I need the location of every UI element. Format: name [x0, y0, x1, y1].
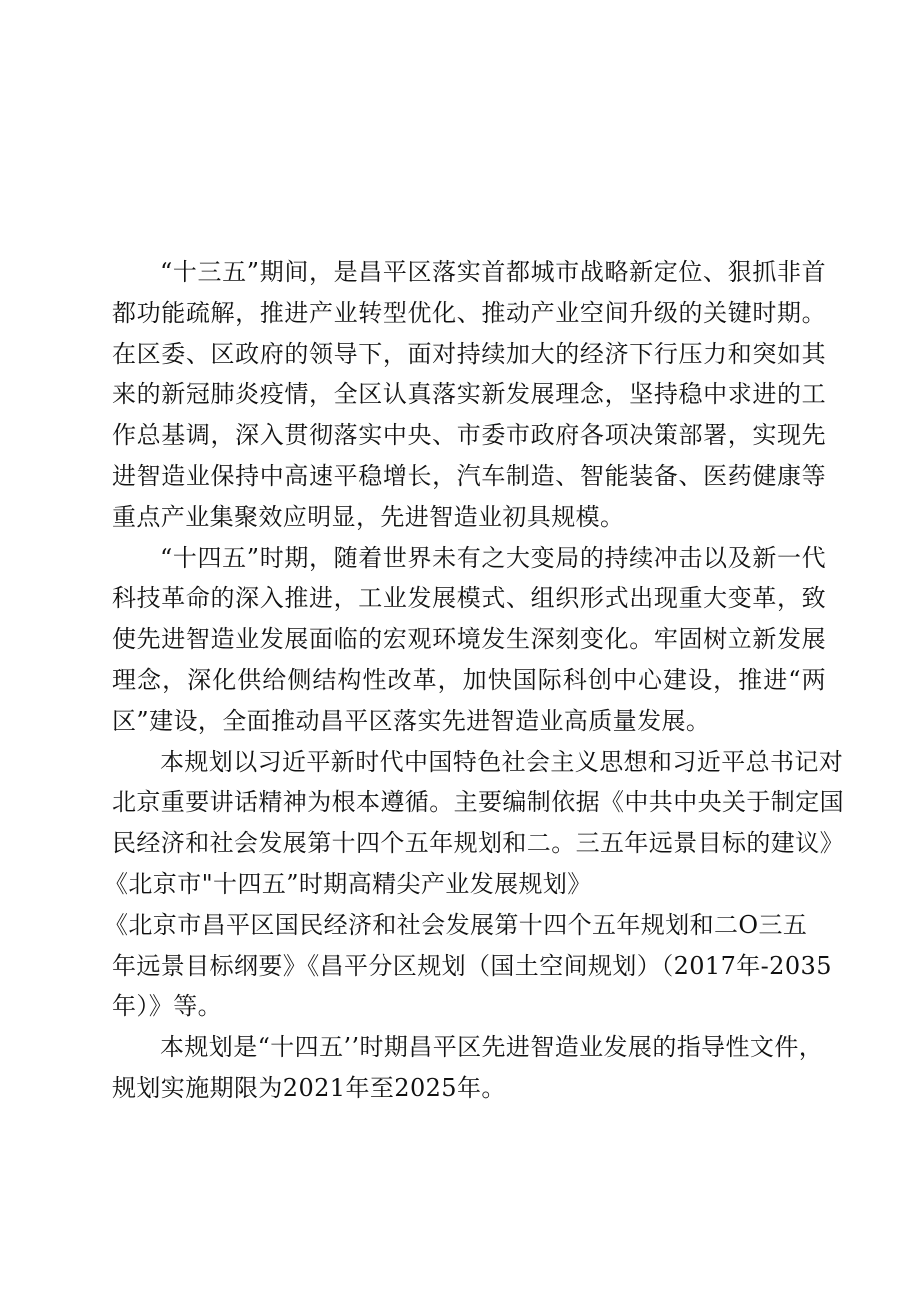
planning-basis-line: 年）》等。 — [112, 992, 222, 1021]
planning-basis-line: 《北京市"十四五”时期高精尖产业发展规划》 — [104, 869, 592, 898]
paragraph-fourteenth-five-year-outlook: “十四五”时期，随着世界未有之大变局的持续冲击以及新一代科技革命的深入推进，工业发展模式、组织形式出现重大变革，致使先进智造业发展面临的宏观环境发生深刻变化。牢固树立新发展理念，深化供给侧结构性改革，加快国际科创中心建设，推进“两区”建设，全面推动昌平区落实先进智造业高质量发展。 — [112, 543, 826, 735]
paragraph-planning-basis — [104, 742, 844, 1028]
planning-basis-line: 北京重要讲话精神为根本遵循。主要编制依据《中共中央关于制定国 — [112, 788, 844, 817]
plan-scope-line: 本规划是“十四五’’时期昌平区先进智造业发展的指导性文件， — [160, 1033, 824, 1062]
plan-scope-line: 规划实施期限为2021年至2025年。 — [112, 1073, 506, 1102]
paragraph-plan-scope — [112, 1027, 826, 1109]
planning-basis-line: 民经济和社会发展第十四个五年规划和二。三五年远景目标的建议》 — [112, 829, 844, 858]
planning-basis-line: 本规划以习近平新时代中国特色社会主义思想和习近平总书记对 — [160, 747, 844, 776]
planning-basis-line: 年远景目标纲要》《昌平分区规划（国土空间规划）（2017年-2035 — [112, 951, 832, 980]
paragraph-thirteenth-five-year-review: “十三五”期间，是昌平区落实首都城市战略新定位、狠抓非首都功能疏解，推进产业转型优化、推动产业空间升级的关键时期。在区委、区政府的领导下，面对持续加大的经济下行压力和突如其来的新冠肺炎疫情，全区认真落实新发展理念，坚持稳中求进的工作总基调，深入贯彻落实中央、市委市政府各项决策部署，实现先进智造业保持中高速平稳增长，汽车制造、智能装备、医药健康等重点产业集聚效应明显，先进智造业初具规模。 — [112, 258, 826, 531]
planning-basis-line: 《北京市昌平区国民经济和社会发展第十四个五年规划和二O三五 — [104, 910, 808, 939]
document-body — [104, 252, 844, 1109]
